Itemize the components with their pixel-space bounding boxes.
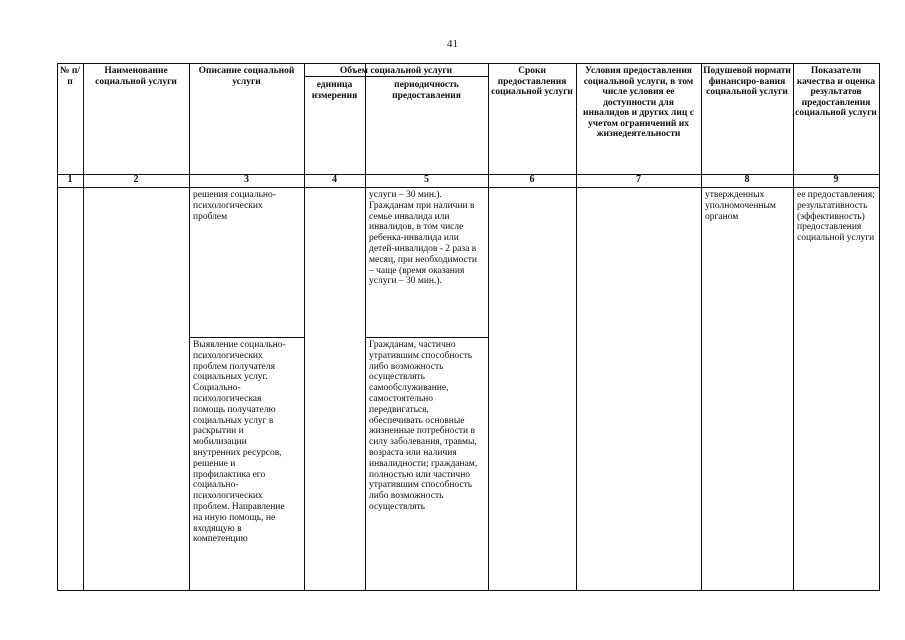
periodicity-cell-top: услуги – 30 мин.). Гражданам при наличии в семье инвалида или инвалидов, в том числе ребенка-инвалида или детей-инвалидов - 2 раза в месяц, при необходимости – чаще (время оказания услуги – 30 мин.).	[369, 190, 477, 287]
column-number: 8	[744, 174, 750, 185]
col-border	[576, 63, 577, 591]
column-number: 1	[67, 174, 73, 185]
column-number: 4	[332, 174, 337, 185]
col-border	[57, 63, 58, 591]
header-terms: Сроки предоставления социальной услуги	[491, 66, 573, 97]
description-cell-top: решения социально-психологических проблем	[193, 190, 276, 222]
header-number: № п/п	[59, 66, 81, 87]
description-cell-bottom: Выявление социально-психологических проблем получателя социальных услуг. Социально-психологическая помощь получателю социальных услуг в раскрытии и мобилизации внутренних ресурсов, решение и профилактика его социально-психологических проблем. Направление на иную помощь, не входящую в компетенцию	[193, 340, 286, 545]
header-unit: единица измерения	[311, 80, 358, 101]
row-divider	[189, 337, 304, 338]
header-service-description: Описание социальной услуги	[198, 66, 295, 87]
header-service-name: Наименование социальной услуги	[95, 66, 177, 87]
col-border	[701, 63, 702, 591]
column-number: 2	[133, 174, 139, 185]
col-border	[488, 63, 489, 591]
row-divider	[365, 337, 488, 338]
header-funding-norm: Подушевой нормати финансиро-вания социальной услуги	[703, 66, 791, 97]
column-number: 9	[833, 174, 839, 185]
col-border	[879, 63, 880, 591]
column-number: 3	[244, 174, 249, 185]
column-number: 7	[636, 174, 641, 185]
header-conditions: Условия предоставления социальной услуги, в том числе условия ее доступности для инвалидов и других лиц с учетом ограничений их жизнедеятельности	[583, 66, 694, 139]
col-border	[304, 63, 305, 591]
col-border	[365, 63, 366, 591]
periodicity-cell-bottom: Гражданам, частично утратившим способность либо возможность осуществлять самообслуживание, самостоятельно передвигаться, обеспечивать основные жизненные потребности в силу заболевания, травмы, возраста или наличия инвалидности; гражданам, полностью или частично утратившим способность либо возможность осуществлять	[369, 340, 478, 512]
quality-indicators-cell: ее предоставления; результативность (эффективность) предоставления социальной услуги	[797, 190, 875, 244]
col-border	[793, 63, 794, 591]
col-border	[189, 63, 190, 591]
column-number: 5	[424, 174, 429, 185]
funding-norm-cell: утвержденных уполномоченным органом	[705, 190, 776, 222]
header-quality-indicators: Показатели качества и оценка результатов предоставления социальной услуги	[795, 66, 877, 118]
social-services-table	[57, 63, 880, 591]
number-row-bottom-border	[57, 187, 880, 188]
table-bottom-border	[57, 590, 880, 591]
col-border	[83, 63, 84, 591]
column-number: 6	[529, 174, 535, 185]
table-top-border	[57, 63, 880, 64]
page-number: 41	[447, 38, 458, 50]
header-service-volume: Объем социальной услуги	[339, 66, 453, 76]
header-periodicity: периодичность предоставления	[392, 80, 461, 101]
